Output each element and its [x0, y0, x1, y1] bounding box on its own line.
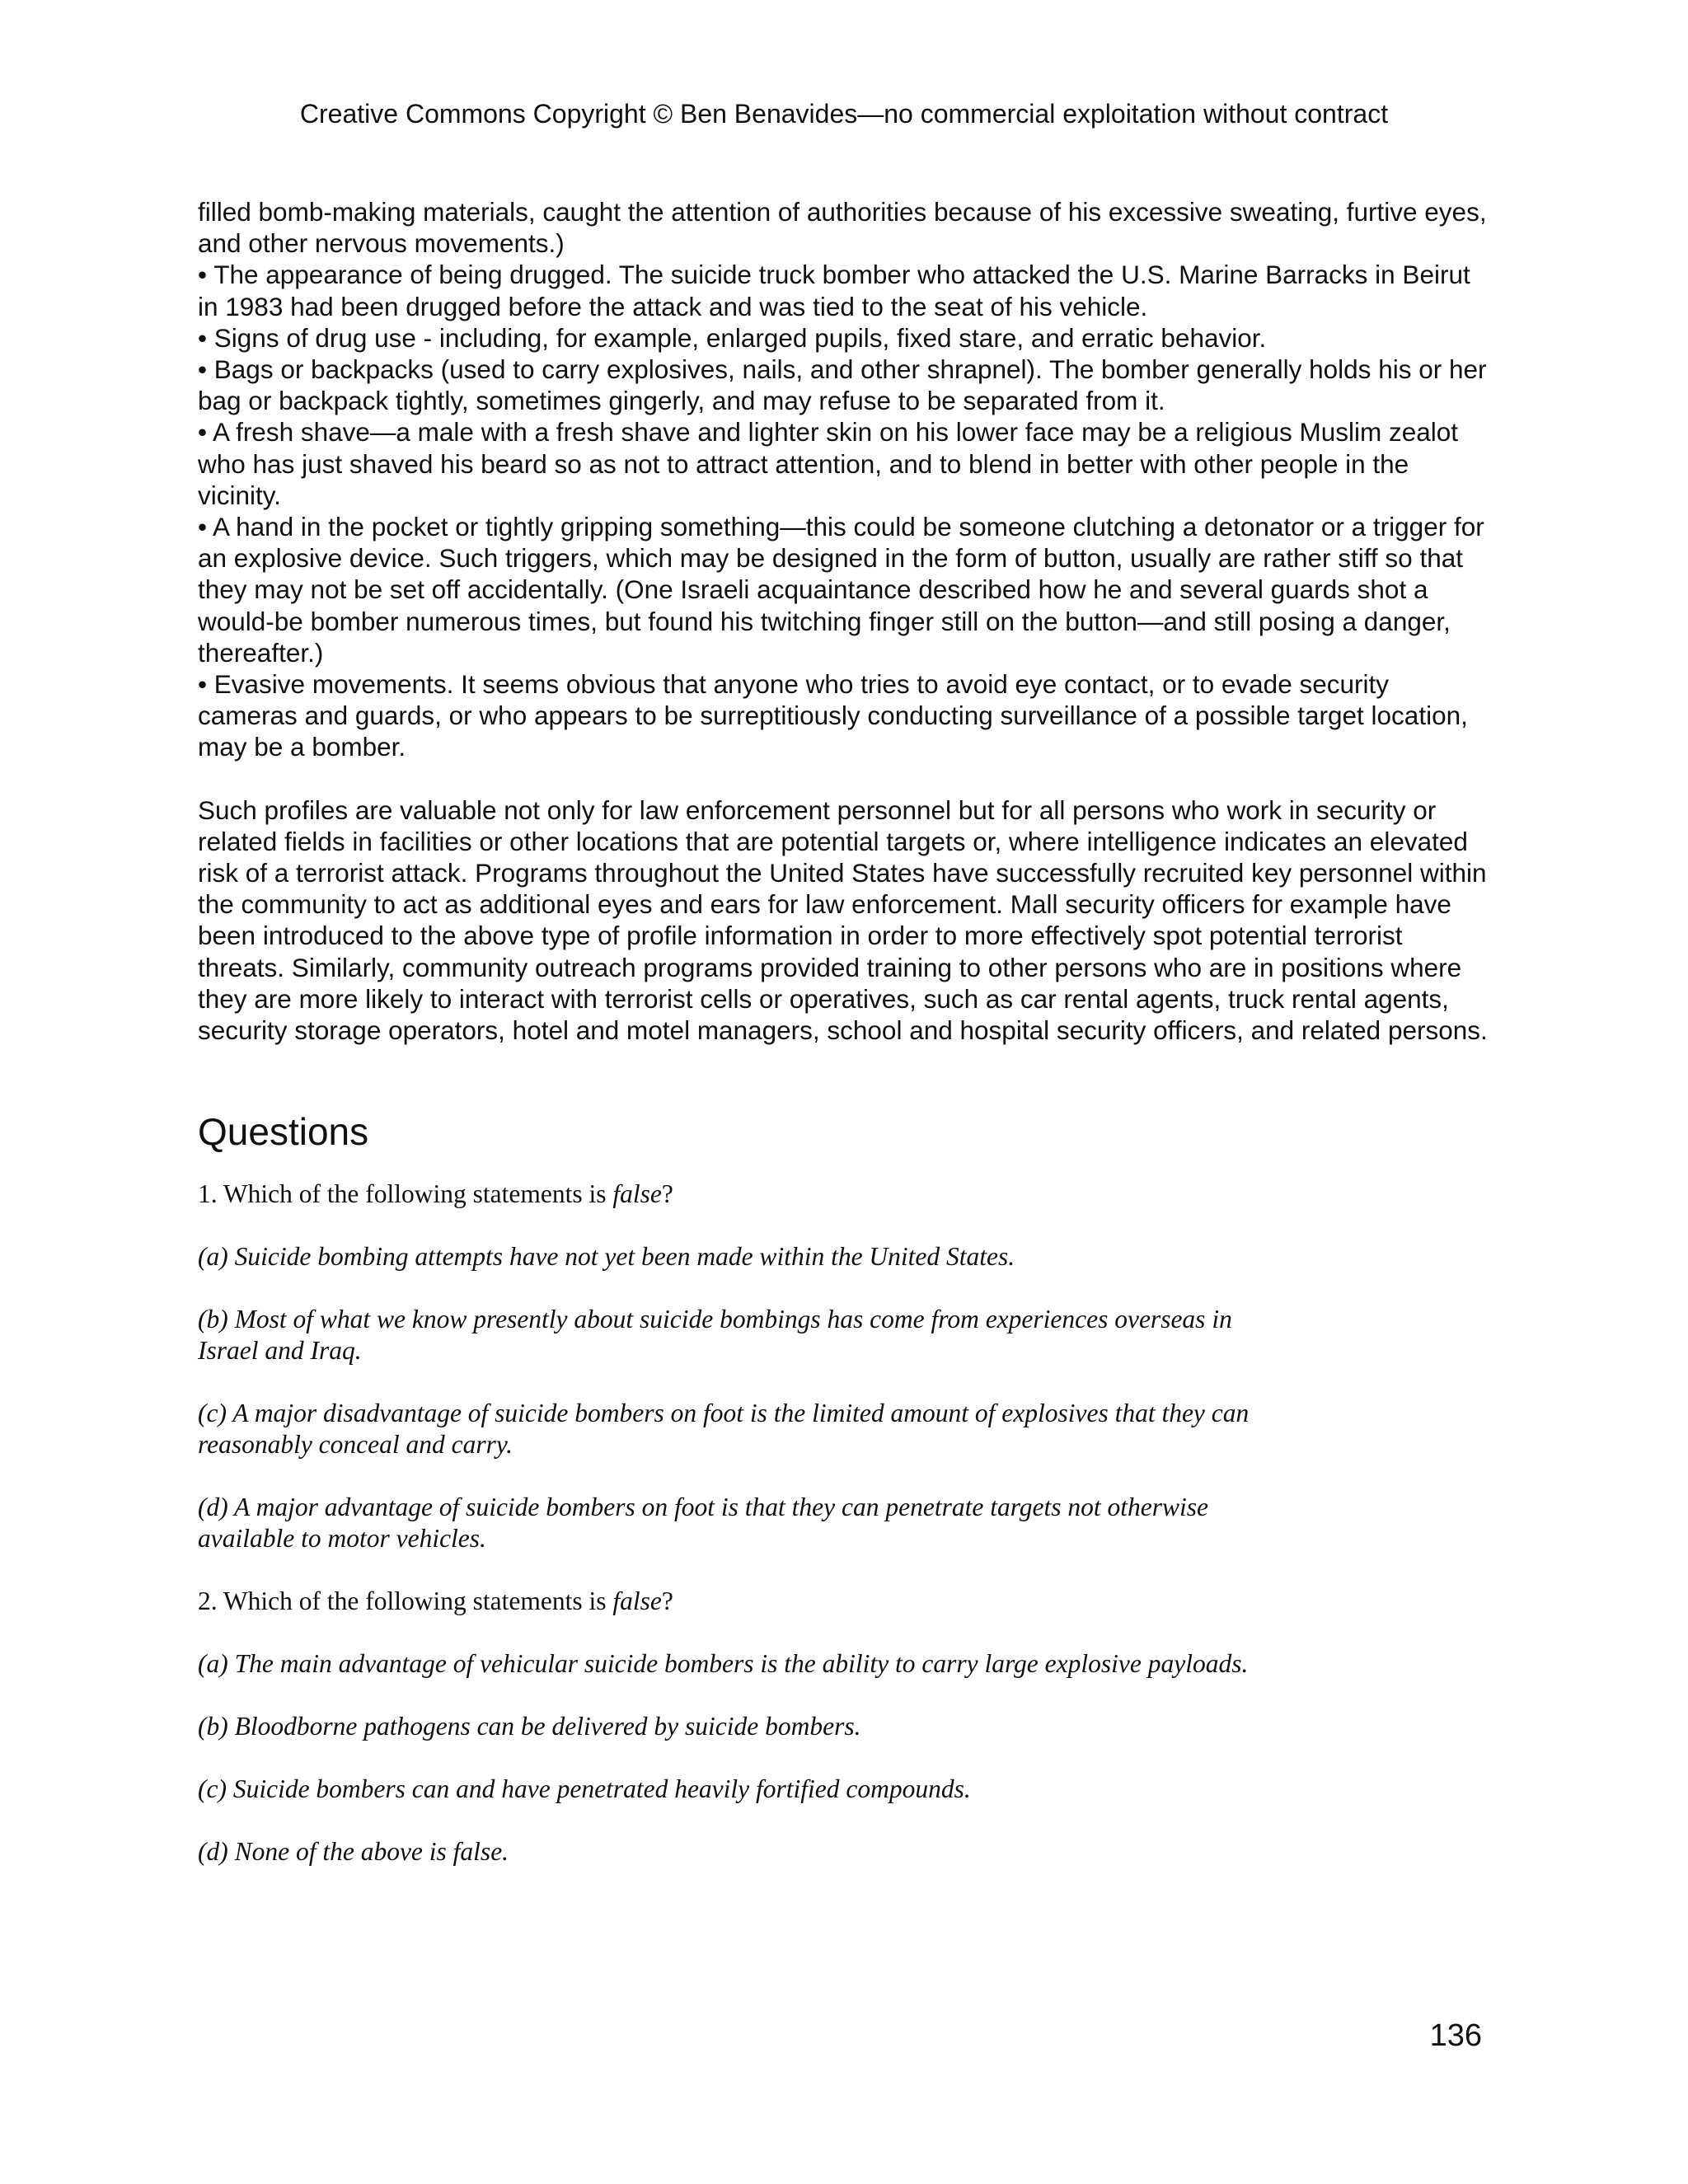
copyright-header: Creative Commons Copyright © Ben Benavides—no commercial exploitation without contract — [299, 99, 1389, 129]
question-2-option-a: (a) The main advantage of vehicular suicide bombers is the ability to carry large explosive payloads. — [198, 1649, 1249, 1678]
bullet-hand-in-pocket: • A hand in the pocket or tightly gripping something—this could be someone clutching a detonator or a trigger for an explosive device. Such triggers, which may be designed in the form of button, usually are rather stiff so that they may not be set off accidentally. (One Israeli acquaintance described how he and several guards shot a would-be bomber numerous times, but found his twitching finger still on the button—and still posing a danger, thereafter.) — [198, 512, 1484, 668]
question-2-prefix: 2. Which of the following statements is — [198, 1586, 613, 1615]
questions-list — [198, 1179, 1269, 1899]
profiles-paragraph: Such profiles are valuable not only for law enforcement personnel but for all persons who work in security or related fields in facilities or other locations that are potential targets or, where intelligence indicates an elevated risk of a terrorist attack. Programs throughout the United States have successfully recruited key personnel within the community to act as additional eyes and ears for law enforcement. Mall security officers for example have been introduced to the above type of profile information in order to more effectively spot potential terrorist threats. Similarly, community outreach programs provided training to other persons who are in positions where they are more likely to interact with terrorist cells or operatives, such as car rental agents, truck rental agents, security storage operators, hotel and motel managers, school and hospital security officers, and related persons. — [198, 794, 1488, 1046]
body-text — [198, 196, 1492, 1046]
question-1-option-b: (b) Most of what we know presently about suicide bombings has come from experiences overseas in Israel and Iraq. — [198, 1305, 1232, 1365]
question-1-option-a: (a) Suicide bombing attempts have not yet been made within the United States. — [198, 1242, 1015, 1271]
page-number: 136 — [1429, 2018, 1482, 2053]
body-line: filled bomb-making materials, caught the attention of authorities because of his excessive sweating, furtive eyes, and other nervous movements.) — [198, 197, 1487, 259]
question-1-option-c: (c) A major disadvantage of suicide bombers on foot is the limited amount of explosives that they can reasonably conceal and carry. — [198, 1399, 1250, 1459]
question-2-option-d: (d) None of the above is false. — [198, 1837, 509, 1866]
question-2-emph: false — [612, 1586, 662, 1615]
question-1 — [198, 1179, 1269, 1210]
question-1-prefix: 1. Which of the following statements is — [198, 1179, 613, 1208]
question-1-suffix: ? — [661, 1179, 673, 1208]
questions-heading: Questions — [198, 1110, 369, 1153]
question-2-option-b: (b) Bloodborne pathogens can be delivered by suicide bombers. — [198, 1712, 861, 1741]
question-1-option-d: (d) A major advantage of suicide bombers on foot is that they can penetrate targets not otherwise available to motor vehicles. — [198, 1493, 1209, 1553]
question-2 — [198, 1586, 1269, 1617]
question-2-suffix: ? — [661, 1586, 673, 1615]
bullet-drugged: • The appearance of being drugged. The suicide truck bomber who attacked the U.S. Marine Barracks in Beirut in 1983 had been drugged before the attack and was tied to the seat of his vehicle. — [198, 260, 1470, 321]
bullet-drug-use: • Signs of drug use - including, for example, enlarged pupils, fixed stare, and erratic behavior. — [198, 322, 1267, 353]
question-2-option-c: (c) Suicide bombers can and have penetrated heavily fortified compounds. — [198, 1774, 971, 1803]
bullet-evasive: • Evasive movements. It seems obvious that anyone who tries to avoid eye contact, or to evade security cameras and guards, or who appears to be surreptitiously conducting surveillance of a possible target location, may be a bomber. — [198, 669, 1468, 762]
question-1-emph: false — [612, 1179, 662, 1208]
bullet-bags: • Bags or backpacks (used to carry explosives, nails, and other shrapnel). The bomber generally holds his or her bag or backpack tightly, sometimes gingerly, and may refuse to be separated from it. — [198, 354, 1487, 416]
bullet-fresh-shave: • A fresh shave—a male with a fresh shave and lighter skin on his lower face may be a religious Muslim zealot who has just shaved his beard so as not to attract attention, and to blend in better with other people in the vicinity. — [198, 417, 1459, 510]
